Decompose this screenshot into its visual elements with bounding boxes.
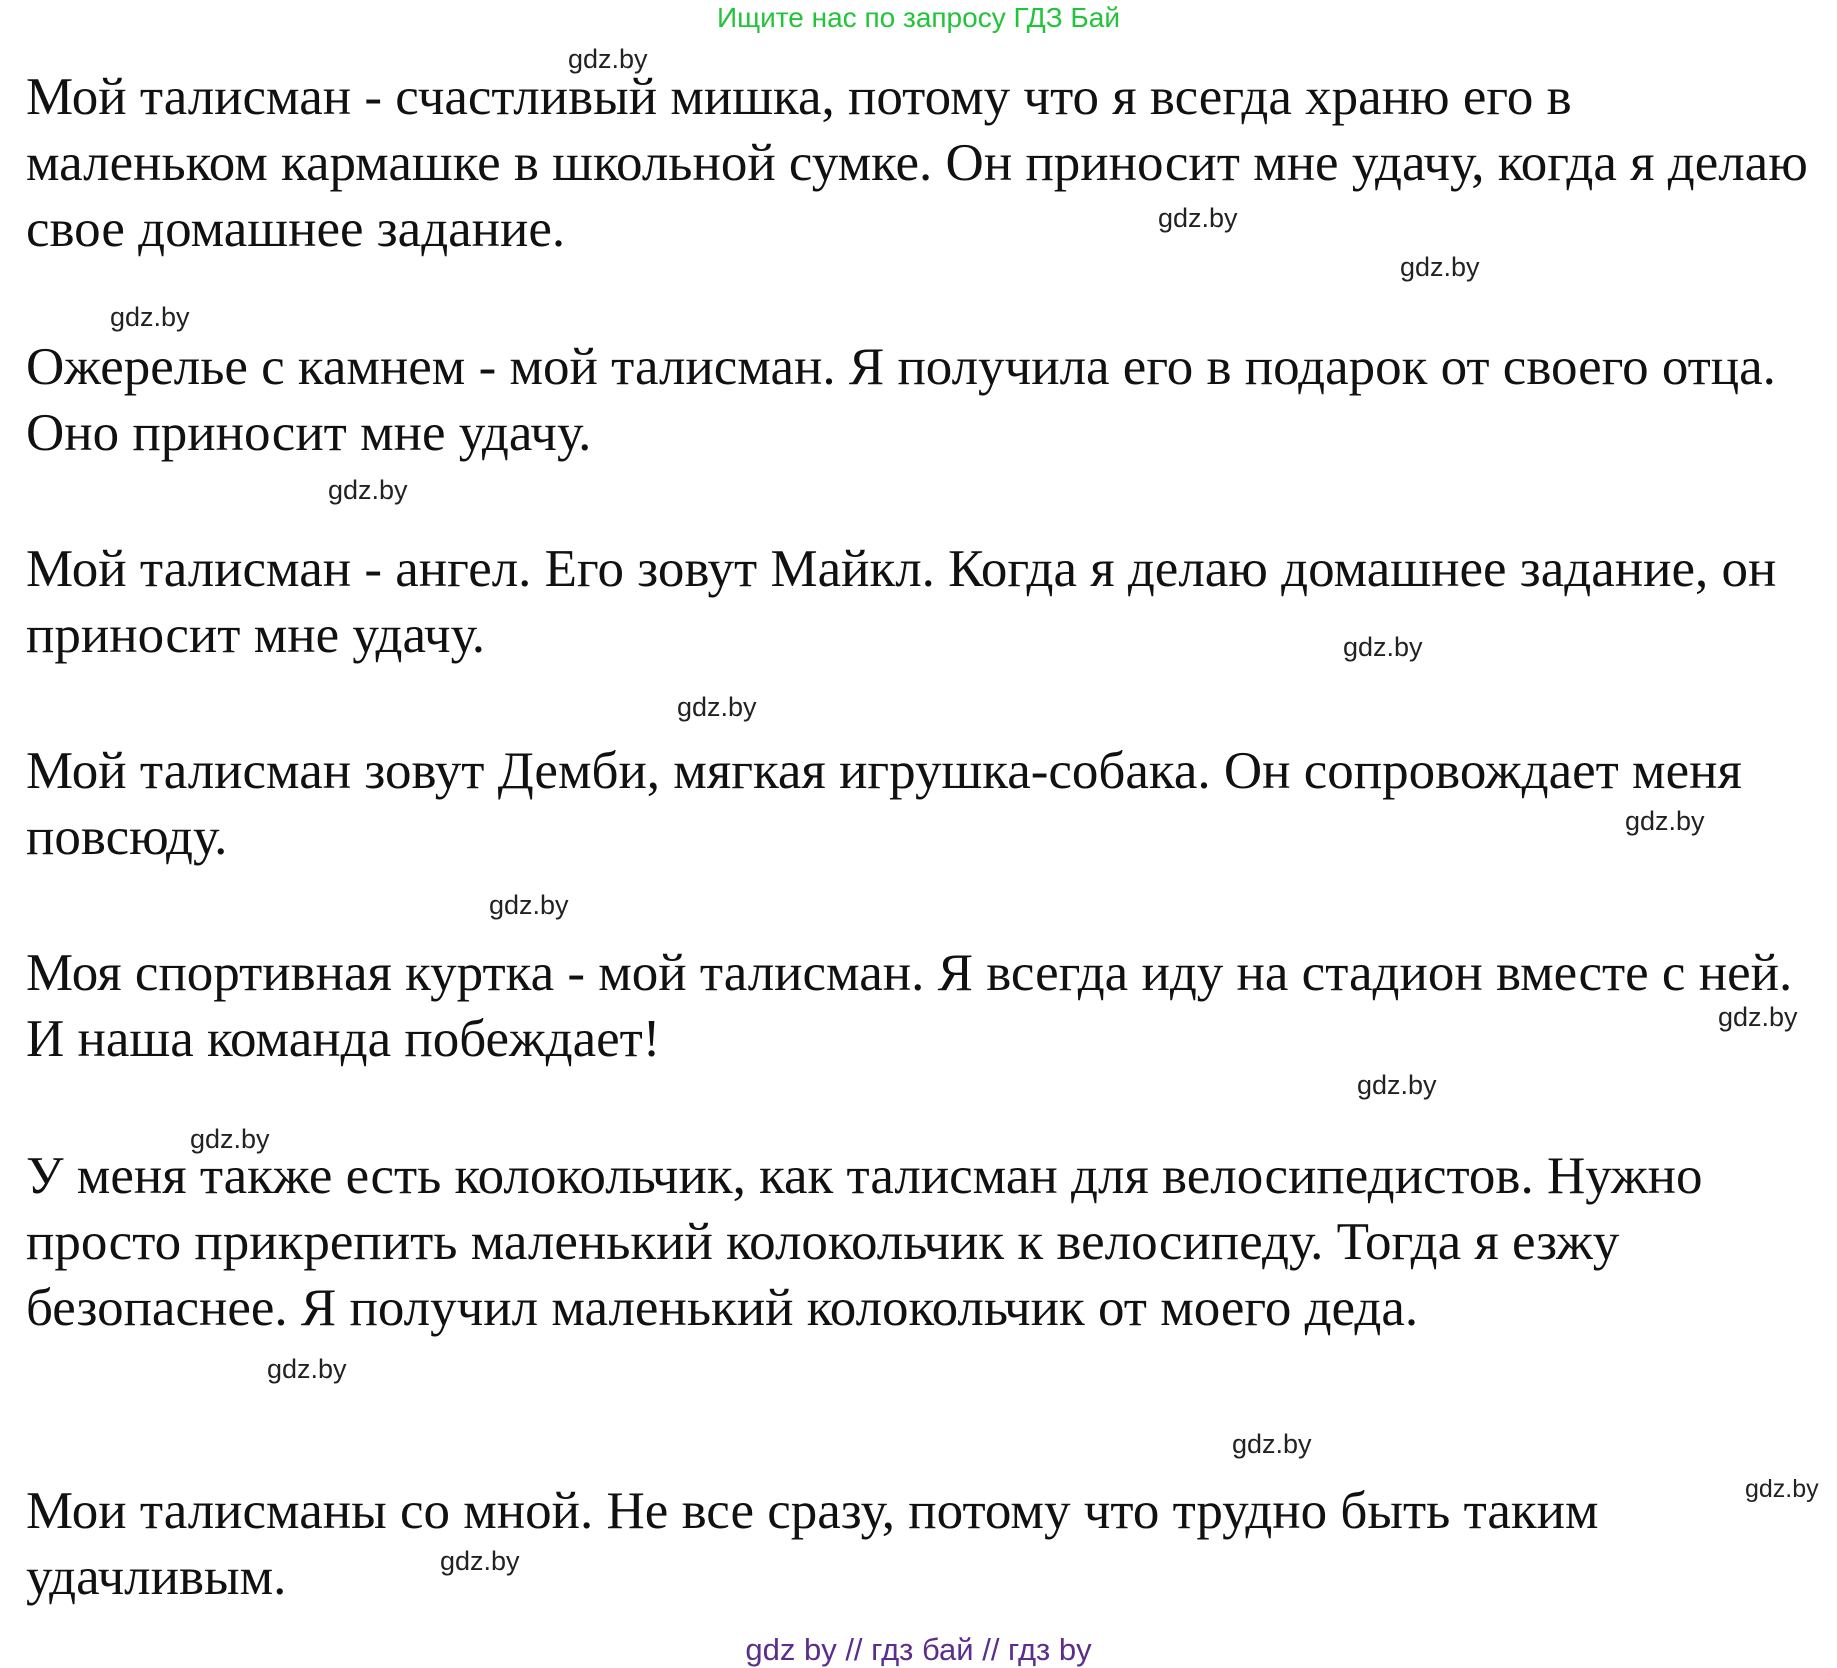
watermark: gdz.by [489,890,569,920]
watermark: gdz.by [1745,1475,1819,1503]
watermark: gdz.by [568,44,648,74]
paragraph-bell: У меня также есть колокольчик, как талисман для велосипедистов. Нужно просто прикрепить маленький колокольчик к велосипеду. Тогда я езжу безопаснее. Я получил маленький колокольчик от моего деда. [26,1147,1703,1337]
watermark: gdz.by [677,692,757,722]
paragraph-bear: Мой талисман - счастливый мишка, потому что я всегда храню его в маленьком кармашке в школьной сумке. Он приносит мне удачу, когда я делаю свое домашнее задание. [26,68,1808,258]
paragraph-conclusion: Мои талисманы со мной. Не все сразу, потому что трудно быть таким удачливым. [26,1482,1599,1606]
watermark: gdz.by [328,475,408,505]
watermark: gdz.by [267,1354,347,1384]
paragraph-angel: Мой талисман - ангел. Его зовут Майкл. Когда я делаю домашнее задание, он приносит мне удачу. [26,540,1777,664]
watermark: gdz.by [1343,632,1423,662]
paragraph-necklace: Ожерелье с камнем - мой талисман. Я получила его в подарок от своего отца. Оно приносит мне удачу. [26,338,1776,462]
watermark: gdz.by [1232,1429,1312,1459]
footer-watermark: gdz by // гдз бай // гдз by [745,1632,1092,1667]
search-hint: Ищите нас по запросу ГДЗ Бай [716,2,1121,33]
watermark: gdz.by [1158,203,1238,233]
watermark: gdz.by [1718,1002,1798,1032]
watermark: gdz.by [1357,1070,1437,1100]
paragraph-dog: Мой талисман зовут Демби, мягкая игрушка-собака. Он сопровождает меня повсюду. [26,742,1742,866]
paragraph-jacket: Моя спортивная куртка - мой талисман. Я всегда иду на стадион вместе с ней. И наша команда побеждает! [26,944,1793,1068]
watermark: gdz.by [110,302,190,332]
watermark: gdz.by [190,1124,270,1154]
watermark: gdz.by [440,1546,520,1576]
watermark: gdz.by [1400,252,1480,282]
watermark: gdz.by [1625,806,1705,836]
